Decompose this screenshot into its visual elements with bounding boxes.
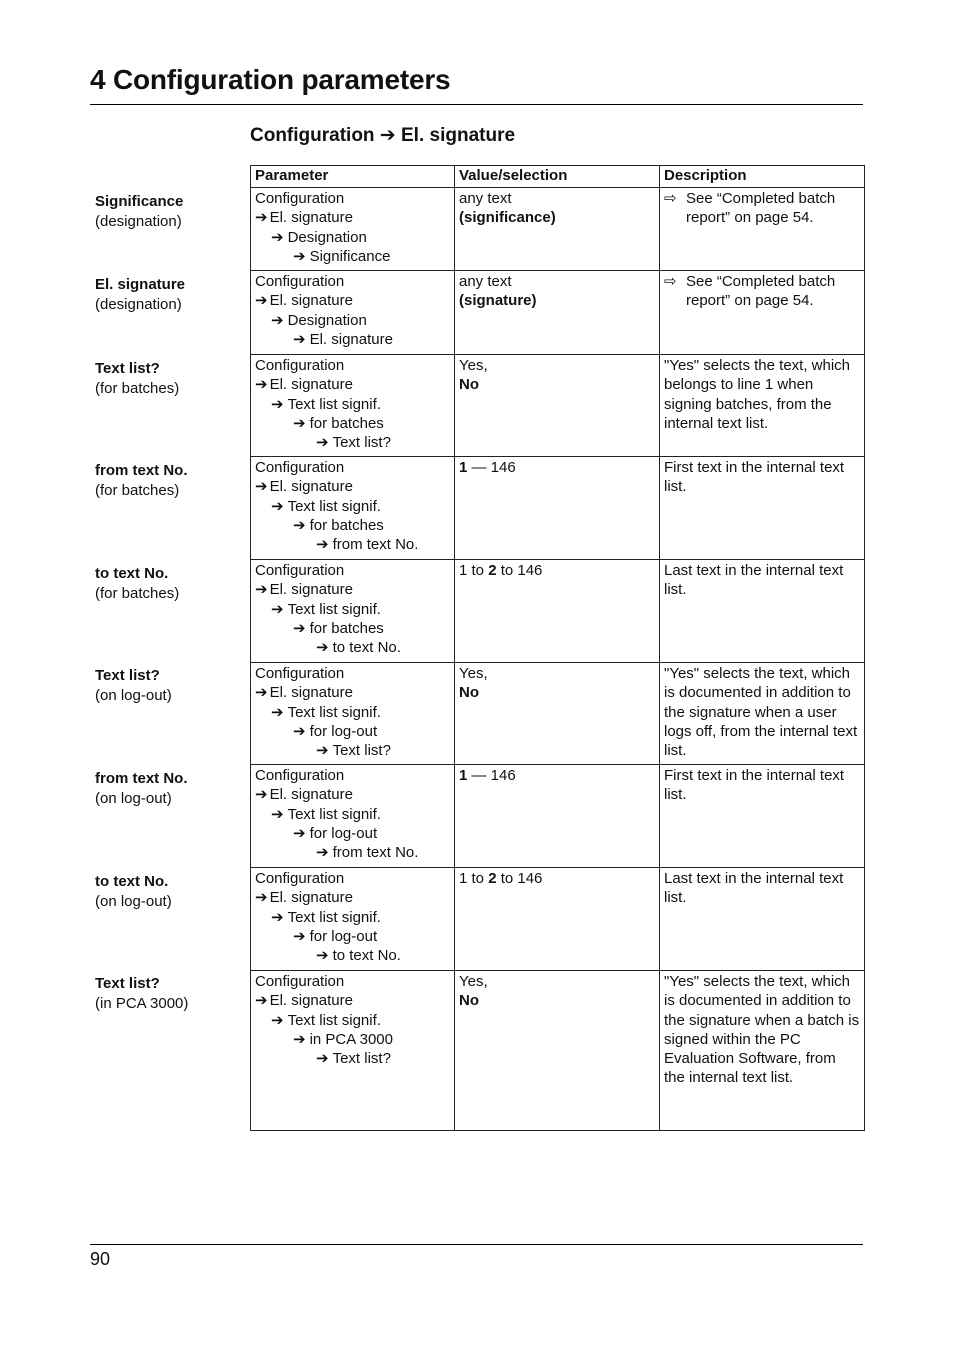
- path-root: Configuration: [255, 459, 345, 477]
- chapter-divider: [90, 104, 863, 105]
- description-text: "Yes" selects the text, which is documented in addition to the signature when a batch is signed within the PC Evaluation Software, from the internal text list.: [664, 973, 860, 1087]
- arrow-icon: ➔: [293, 619, 306, 637]
- arrow-icon: ➔: [255, 684, 268, 702]
- value-range-start: 1 to: [459, 562, 489, 580]
- parameter-path-cell: [251, 560, 455, 663]
- path-step: [255, 1049, 450, 1068]
- path-step: [255, 228, 450, 247]
- side-label-name: Significance: [95, 193, 184, 210]
- path-root: Configuration: [255, 357, 345, 375]
- table-row: [251, 971, 865, 1131]
- value-default: 2: [488, 870, 497, 888]
- path-root: Configuration: [255, 870, 345, 888]
- arrow-icon: ➔: [271, 497, 284, 515]
- value-range: [459, 458, 655, 477]
- path-step: [255, 927, 450, 946]
- parameter-path-cell: [251, 663, 455, 765]
- path-step: [255, 683, 450, 702]
- path-step-label: Text list signif.: [287, 1011, 381, 1029]
- path-step: [255, 703, 450, 722]
- path-step: [255, 741, 450, 760]
- path-step-label: El. signature: [269, 376, 353, 394]
- arrow-icon: ➔: [255, 889, 268, 907]
- path-step-label: Text list signif.: [287, 600, 381, 618]
- path-root: Configuration: [255, 973, 345, 991]
- chapter-title: 4 Configuration parameters: [90, 64, 451, 95]
- path-step: [255, 497, 450, 516]
- side-label: [95, 769, 188, 808]
- side-label-context: (for batches): [95, 584, 180, 602]
- path-step-label: to text No.: [332, 947, 401, 965]
- path-step: [255, 1011, 450, 1030]
- path-root: Configuration: [255, 190, 345, 208]
- value-default: No: [459, 684, 479, 702]
- path-step-label: in PCA 3000: [309, 1030, 393, 1048]
- parameter-path-cell: [251, 971, 455, 1131]
- description-cell: [660, 868, 865, 971]
- arrow-icon: ➔: [271, 600, 284, 618]
- path-step-label: Text list signif.: [287, 497, 381, 515]
- path-step-label: El. signature: [269, 581, 353, 599]
- value-default: 1: [459, 459, 468, 477]
- path-step: [255, 311, 450, 330]
- path-step: [255, 291, 450, 310]
- arrow-icon: ➔: [316, 844, 329, 862]
- path-step-label: Designation: [287, 311, 367, 329]
- arrow-icon: ➔: [316, 947, 329, 965]
- path-step: [255, 433, 450, 452]
- value-range: [459, 869, 655, 888]
- value-cell: [455, 188, 660, 271]
- value-default: 1: [459, 767, 468, 785]
- table-row: [251, 271, 865, 355]
- side-label: [95, 872, 172, 911]
- arrow-icon: ➔: [255, 292, 268, 310]
- description-text: First text in the internal text list.: [664, 767, 845, 804]
- reference-arrow-icon: ⇨: [664, 190, 677, 208]
- description-cell: [660, 271, 865, 355]
- path-step: [255, 824, 450, 843]
- table-row: [251, 355, 865, 457]
- path-step: [255, 375, 450, 394]
- header-description: Description: [660, 166, 865, 188]
- arrow-icon: ➔: [316, 536, 329, 554]
- value-cell: [455, 457, 660, 560]
- path-step: [255, 843, 450, 862]
- description-text: "Yes" selects the text, which belongs to line 1 when signing batches, from the internal text list.: [664, 357, 851, 432]
- header-parameter: Parameter: [251, 166, 455, 188]
- path-step: [255, 600, 450, 619]
- side-label-context: (for batches): [95, 481, 180, 499]
- value-range-end: to 146: [496, 870, 543, 888]
- path-step-label: El. signature: [269, 292, 353, 310]
- path-root: Configuration: [255, 767, 345, 785]
- side-label-name: Text list?: [95, 975, 160, 992]
- reference-arrow-icon: ⇨: [664, 273, 677, 291]
- description-text: Last text in the internal text list.: [664, 870, 844, 907]
- path-step: [255, 638, 450, 657]
- arrow-icon: ➔: [293, 516, 306, 534]
- table-row: [251, 560, 865, 663]
- arrow-icon: ➔: [255, 992, 268, 1010]
- description-cell: [660, 355, 865, 457]
- description-cell: [660, 188, 865, 271]
- arrow-icon: ➔: [255, 376, 268, 394]
- arrow-icon: ➔: [293, 247, 306, 265]
- path-root: Configuration: [255, 562, 345, 580]
- path-step-label: El. signature: [269, 992, 353, 1010]
- arrow-icon: ➔: [255, 581, 268, 599]
- description-text: See “Completed batch report” on page 54.: [686, 190, 836, 227]
- arrow-icon: ➔: [255, 786, 268, 804]
- table-row: [251, 868, 865, 971]
- arrow-icon: ➔: [316, 1050, 329, 1068]
- path-step-label: El. signature: [269, 786, 353, 804]
- value-range-end: to 146: [496, 562, 543, 580]
- value-text: any text: [459, 273, 512, 291]
- side-label: [95, 564, 179, 603]
- description-cell: [660, 765, 865, 868]
- path-root: Configuration: [255, 665, 345, 683]
- path-step-label: for log-out: [309, 824, 378, 842]
- path-step-label: to text No.: [332, 639, 401, 657]
- table-row: [251, 188, 865, 271]
- parameter-path-cell: [251, 271, 455, 355]
- value-default: No: [459, 376, 479, 394]
- path-step-label: Text list?: [332, 742, 391, 760]
- table-header-row: [251, 166, 865, 188]
- path-root: Configuration: [255, 273, 345, 291]
- path-step-label: Text list signif.: [287, 805, 381, 823]
- value-cell: [455, 971, 660, 1131]
- page-number: 90: [90, 1249, 111, 1269]
- side-label-context: (designation): [95, 212, 182, 230]
- path-step-label: Designation: [287, 228, 367, 246]
- arrow-icon: ➔: [255, 478, 268, 496]
- value-text: Yes,: [459, 357, 488, 375]
- side-label: [95, 461, 188, 500]
- table-row: [251, 663, 865, 765]
- value-range-start: 1 to: [459, 870, 489, 888]
- value-range-rest: — 146: [467, 459, 516, 477]
- path-step-label: for batches: [309, 516, 384, 534]
- path-step-label: El. signature: [309, 330, 393, 348]
- path-step: [255, 1030, 450, 1049]
- arrow-icon: ➔: [271, 311, 284, 329]
- side-label-name: from text No.: [95, 770, 188, 787]
- parameter-path-cell: [251, 457, 455, 560]
- path-step-label: for batches: [309, 414, 384, 432]
- side-label-name: to text No.: [95, 565, 169, 582]
- path-step-label: Text list signif.: [287, 703, 381, 721]
- path-step: [255, 395, 450, 414]
- section-title: Configuration ➔ El. signature: [250, 125, 516, 146]
- side-label: [95, 275, 185, 314]
- path-step: [255, 516, 450, 535]
- parameter-path-cell: [251, 355, 455, 457]
- arrow-icon: ➔: [293, 722, 306, 740]
- arrow-icon: ➔: [293, 330, 306, 348]
- arrow-icon: ➔: [255, 209, 268, 227]
- path-step: [255, 208, 450, 227]
- description-cell: [660, 457, 865, 560]
- side-label-context: (on log-out): [95, 789, 172, 807]
- path-step-label: Text list signif.: [287, 395, 381, 413]
- path-step: [255, 722, 450, 741]
- value-cell: [455, 868, 660, 971]
- side-label: [95, 192, 183, 231]
- side-label: [95, 974, 188, 1013]
- path-step: [255, 477, 450, 496]
- path-step-label: El. signature: [269, 478, 353, 496]
- side-label-name: from text No.: [95, 462, 188, 479]
- description-cell: [660, 971, 865, 1131]
- arrow-icon: ➔: [293, 824, 306, 842]
- path-step-label: El. signature: [269, 684, 353, 702]
- description-text: Last text in the internal text list.: [664, 562, 844, 599]
- path-step-label: El. signature: [269, 889, 353, 907]
- arrow-icon: ➔: [271, 1011, 284, 1029]
- path-step-label: from text No.: [332, 844, 419, 862]
- arrow-icon: ➔: [271, 908, 284, 926]
- value-default: (significance): [459, 209, 556, 227]
- table-row: [251, 457, 865, 560]
- side-label-context: (on log-out): [95, 892, 172, 910]
- arrow-icon: ➔: [316, 639, 329, 657]
- table-row: [251, 765, 865, 868]
- path-step-label: Text list?: [332, 1050, 391, 1068]
- path-step: [255, 414, 450, 433]
- arrow-icon: ➔: [316, 434, 329, 452]
- arrow-icon: ➔: [271, 228, 284, 246]
- value-range: [459, 561, 655, 580]
- description-cell: [660, 560, 865, 663]
- value-default: 2: [488, 562, 497, 580]
- value-cell: [455, 355, 660, 457]
- side-label: [95, 666, 172, 705]
- arrow-icon: ➔: [271, 703, 284, 721]
- value-default: (signature): [459, 292, 537, 310]
- value-text: any text: [459, 190, 512, 208]
- path-step-label: for batches: [309, 619, 384, 637]
- path-step-label: from text No.: [332, 536, 419, 554]
- side-label-context: (on log-out): [95, 686, 172, 704]
- arrow-icon: ➔: [293, 414, 306, 432]
- side-label: [95, 359, 179, 398]
- description-text: First text in the internal text list.: [664, 459, 845, 496]
- arrow-icon: ➔: [271, 395, 284, 413]
- path-step-label: for log-out: [309, 927, 378, 945]
- value-default: No: [459, 992, 479, 1010]
- value-cell: [455, 271, 660, 355]
- footer-divider: [90, 1244, 863, 1245]
- value-range-rest: — 146: [467, 767, 516, 785]
- path-step: [255, 535, 450, 554]
- path-step-label: El. signature: [269, 209, 353, 227]
- parameter-path-cell: [251, 765, 455, 868]
- parameter-path-cell: [251, 868, 455, 971]
- path-step: [255, 888, 450, 907]
- path-step: [255, 580, 450, 599]
- description-text: See “Completed batch report” on page 54.: [686, 273, 836, 310]
- side-label-context: (for batches): [95, 379, 180, 397]
- path-step: [255, 908, 450, 927]
- arrow-icon: ➔: [316, 742, 329, 760]
- value-text: Yes,: [459, 973, 488, 991]
- value-range: [459, 766, 655, 785]
- description-cell: [660, 663, 865, 765]
- header-value: Value/selection: [455, 166, 660, 188]
- value-cell: [455, 560, 660, 663]
- path-step-label: Text list signif.: [287, 908, 381, 926]
- side-label-name: El. signature: [95, 276, 186, 293]
- side-label-context: (designation): [95, 295, 182, 313]
- path-step-label: Text list?: [332, 434, 391, 452]
- path-step-label: Significance: [309, 247, 391, 265]
- side-label-context: (in PCA 3000): [95, 994, 189, 1012]
- path-step: [255, 991, 450, 1010]
- side-label-name: to text No.: [95, 873, 169, 890]
- value-cell: [455, 663, 660, 765]
- side-label-name: Text list?: [95, 667, 160, 684]
- arrow-icon: ➔: [271, 805, 284, 823]
- side-label-name: Text list?: [95, 360, 160, 377]
- value-cell: [455, 765, 660, 868]
- path-step: [255, 247, 450, 266]
- path-step-label: for log-out: [309, 722, 378, 740]
- path-step: [255, 805, 450, 824]
- value-text: Yes,: [459, 665, 488, 683]
- arrow-icon: ➔: [293, 927, 306, 945]
- path-step: [255, 785, 450, 804]
- path-step: [255, 330, 450, 349]
- parameter-table: [250, 165, 865, 1131]
- parameter-path-cell: [251, 188, 455, 271]
- description-text: "Yes" selects the text, which is documented in addition to the signature when a user logs off, from the internal text list.: [664, 665, 858, 760]
- arrow-icon: ➔: [293, 1030, 306, 1048]
- path-step: [255, 946, 450, 965]
- path-step: [255, 619, 450, 638]
